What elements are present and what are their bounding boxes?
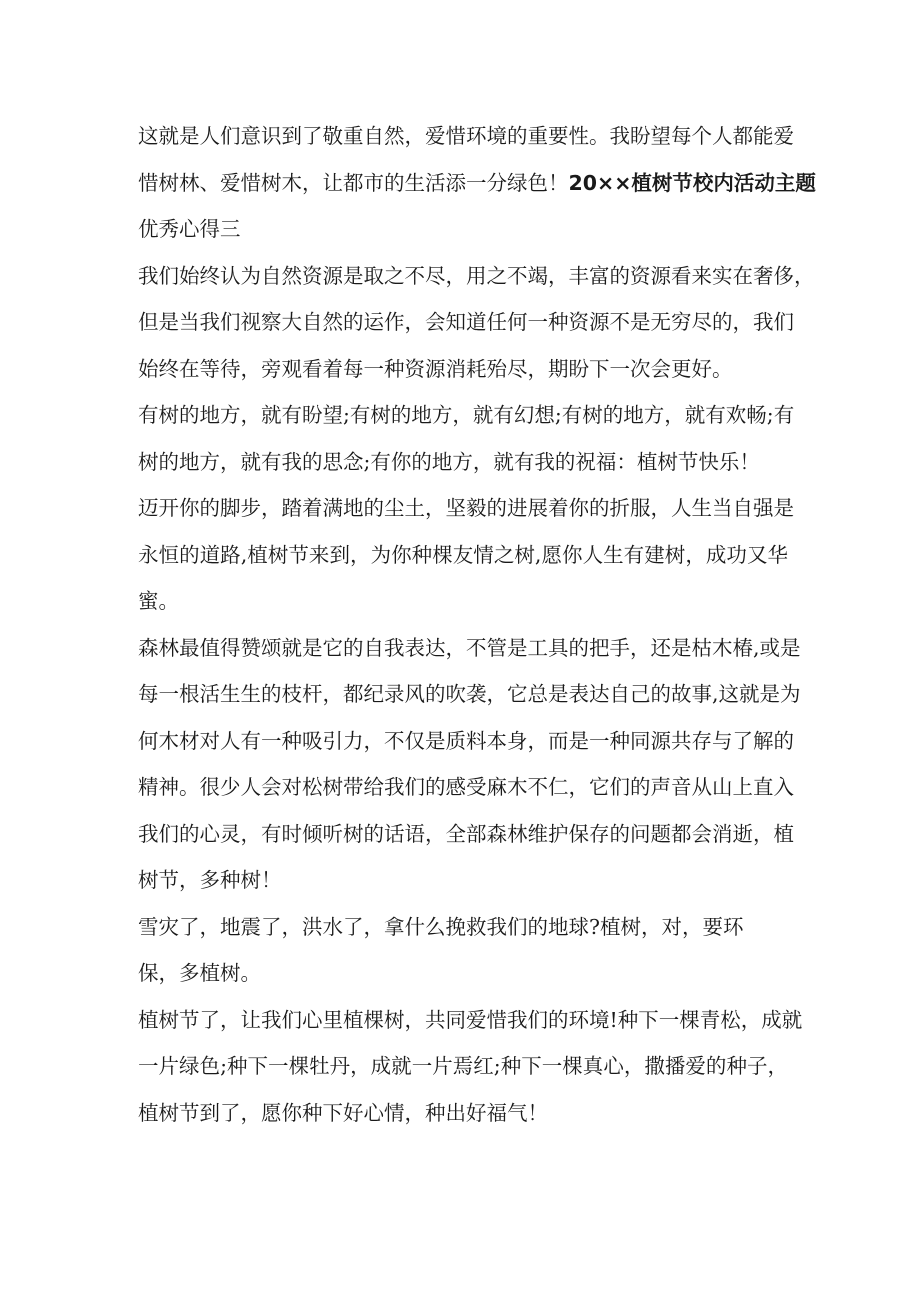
text-line: 有树的地方，就有盼望;有树的地方，就有幻想;有树的地方，就有欢畅;有: [138, 403, 795, 427]
text-line: 植树节了，让我们心里植棵树，共同爱惜我们的环境!种下一棵青松，成就: [138, 1007, 803, 1032]
text-line: 植树节到了，愿你种下好心情，种出好福气！: [138, 1100, 548, 1125]
text-line: 这就是人们意识到了敬重自然，爱惜环境的重要性。我盼望每个人都能爱: [138, 124, 794, 148]
section-heading-continued: 优秀心得三: [138, 217, 241, 241]
text-line: 一片绿色;种下一棵牡丹，成就一片焉红;种下一棵真心，撒播爱的种子，: [138, 1054, 788, 1078]
text-line: 但是当我们视察大自然的运作，会知道任何一种资源不是无穷尽的，我们: [138, 310, 794, 334]
paragraph-3: [138, 392, 795, 485]
paragraph-2: [138, 253, 815, 393]
text-run: 惜树林、爱惜树木，让都市的生活添一分绿色！: [138, 170, 569, 195]
paragraph-5: [138, 625, 801, 904]
text-line: 树节，多种树！: [138, 868, 282, 892]
text-line: 雪灾了，地震了，洪水了，拿什么挽救我们的地球?植树，对，要环: [138, 914, 744, 939]
text-line: 始终在等待，旁观看着每一种资源消耗殆尽，期盼下一次会更好。: [138, 356, 733, 381]
text-line: [138, 160, 816, 207]
text-line: 永恒的道路,植树节来到，为你种棵友情之树,愿你人生有建树，成功又华: [138, 542, 788, 567]
text-line: 树的地方，就有我的思念;有你的地方，就有我的祝福：植树节快乐！: [138, 449, 760, 474]
text-line: 迈开你的脚步，踏着满地的尘土，坚毅的进展着你的折服，人生当自强是: [138, 496, 794, 520]
text-line: 每一根活生生的枝杆，都纪录风的吹袭，它总是表达自己的故事,这就是为: [138, 682, 801, 706]
text-line: 森林最值得赞颂就是它的自我表达，不管是工具的把手，还是枯木椿,或是: [138, 635, 801, 660]
text-line: 保，多植树。: [138, 961, 261, 985]
text-line: 蜜。: [138, 589, 179, 613]
section-heading: 20××植树节校内活动主题: [568, 170, 816, 195]
paragraph-6: [138, 904, 788, 997]
text-line: 我们始终认为自然资源是取之不尽，用之不竭，丰富的资源看来实在奢侈，: [138, 263, 815, 288]
paragraph-4: [138, 485, 794, 625]
paragraph-1: [138, 113, 816, 253]
text-line: 何木材对人有一种吸引力，不仅是质料本身，而是一种同源共存与了解的: [138, 728, 794, 753]
text-line: 精神。很少人会对松树带给我们的感受麻木不仁，它们的声音从山上直入: [138, 775, 794, 799]
document-body: [138, 113, 816, 1136]
paragraph-7: [138, 997, 803, 1137]
text-line: 我们的心灵，有时倾听树的话语，全部森林维护保存的问题都会消逝，植: [138, 821, 794, 846]
